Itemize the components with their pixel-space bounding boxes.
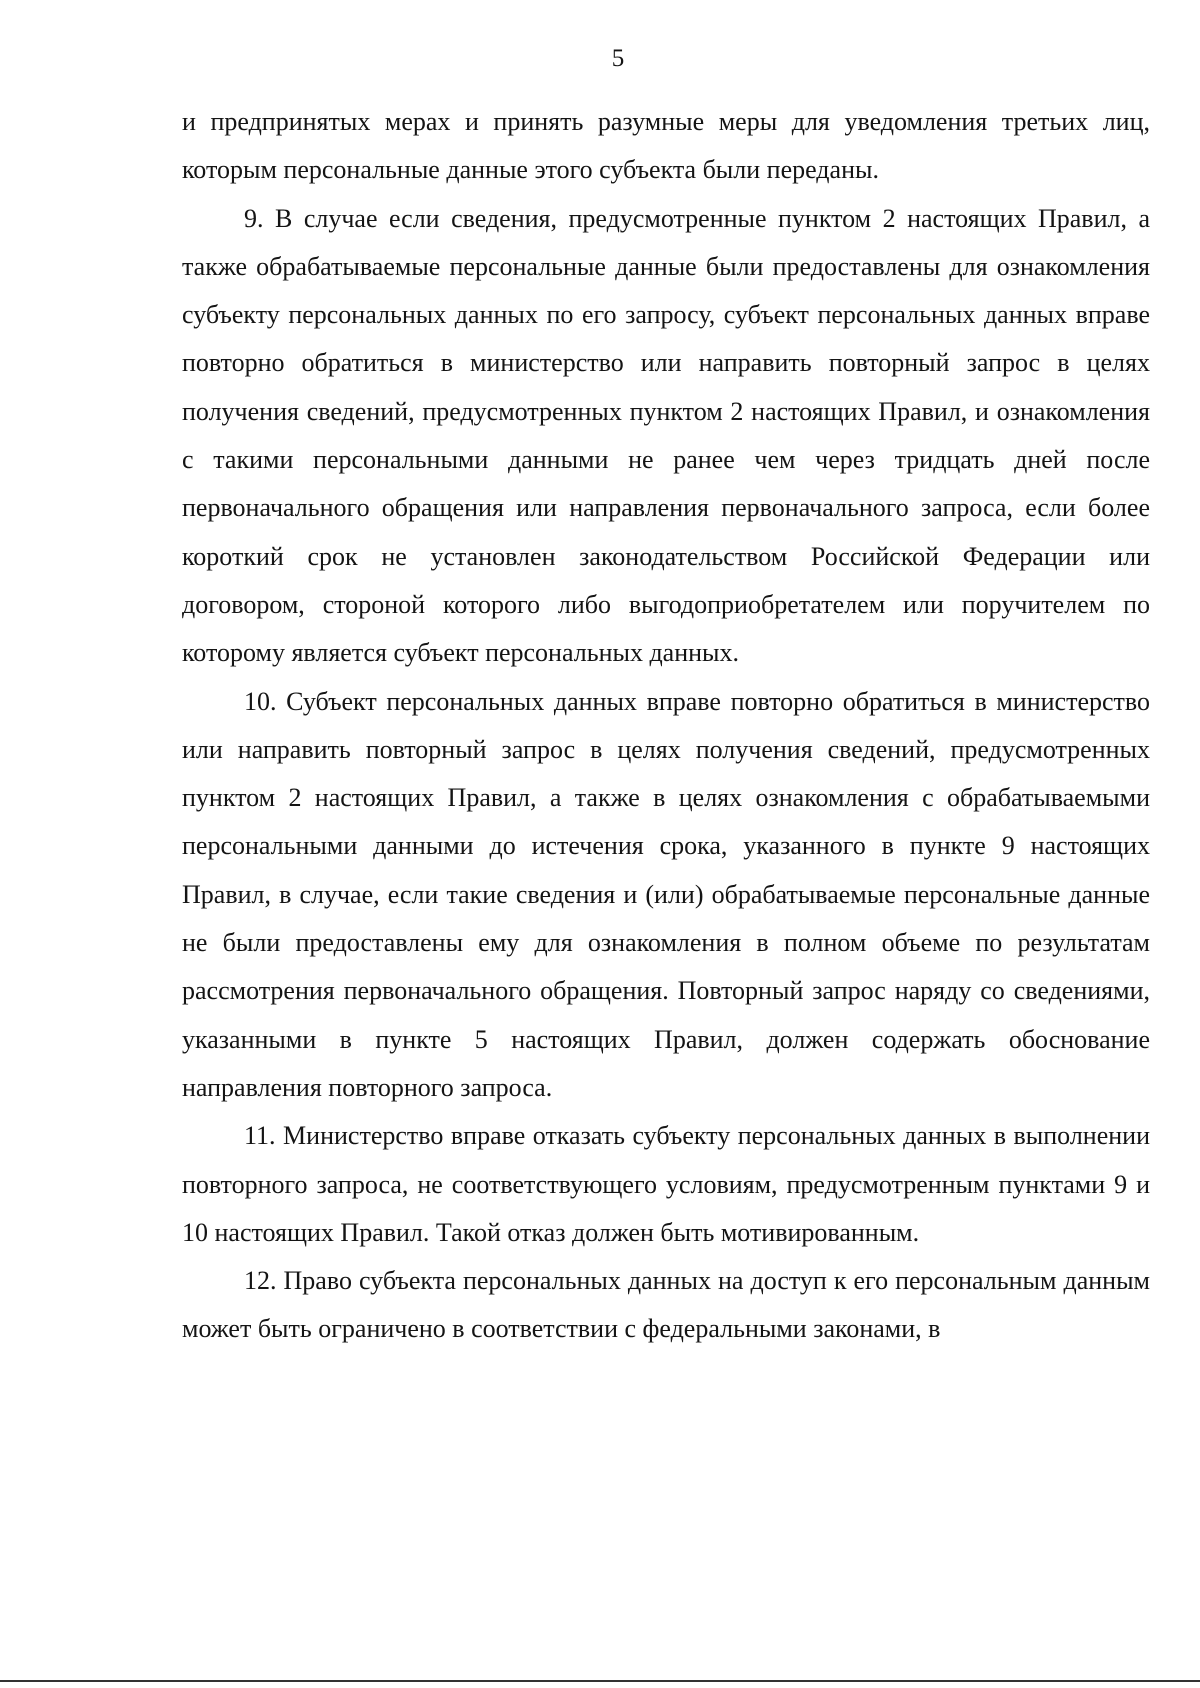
paragraph-clause-11: 11. Министерство вправе отказать субъекту персональных данных в выполнении повторного запроса, не соответствующего условиям, предусмотренным пунктами 9 и 10 настоящих Правил. Такой отказ должен быть мотивированным. [182, 1121, 1150, 1247]
paragraph-clause-10: 10. Субъект персональных данных вправе повторно обратиться в министерство или направить повторный запрос в целях получения сведений, предусмотренных пунктом 2 настоящих Правил, а также в целях ознакомления с обрабатываемыми персональными данными до истечения срока, указанного в пункте 9 настоящих Правил, в случае, если такие сведения и (или) обрабатываемые персональные данные не были предоставлены ему для ознакомления в полном объеме по результатам рассмотрения первоначального обращения. Повторный запрос наряду со сведениями, указанными в пункте 5 настоящих Правил, должен содержать обоснование направления повторного запроса. [182, 686, 1150, 1102]
paragraph-clause-12: 12. Право субъекта персональных данных на доступ к его персональным данным может быть ограничено в соответствии с федеральными законами, в [182, 1266, 1150, 1344]
scan-bottom-edge [0, 1680, 1200, 1682]
page-number: 5 [611, 45, 625, 72]
document-body [182, 98, 1150, 1354]
paragraph-continuation: и предпринятых мерах и принять разумные меры для уведомления третьих лиц, которым персональные данные этого субъекта были переданы. [182, 107, 1150, 185]
paragraph-clause-9: 9. В случае если сведения, предусмотренные пунктом 2 настоящих Правил, а также обрабатываемые персональные данные были предоставлены для ознакомления субъекту персональных данных по его запросу, субъект персональных данных вправе повторно обратиться в министерство или направить повторный запрос в целях получения сведений, предусмотренных пунктом 2 настоящих Правил, и ознакомления с такими персональными данными не ранее чем через тридцать дней после первоначального обращения или направления первоначального запроса, если более короткий срок не установлен законодательством Российской Федерации или договором, стороной которого либо выгодоприобретателем или поручителем по которому является субъект персональных данных. [182, 203, 1150, 668]
